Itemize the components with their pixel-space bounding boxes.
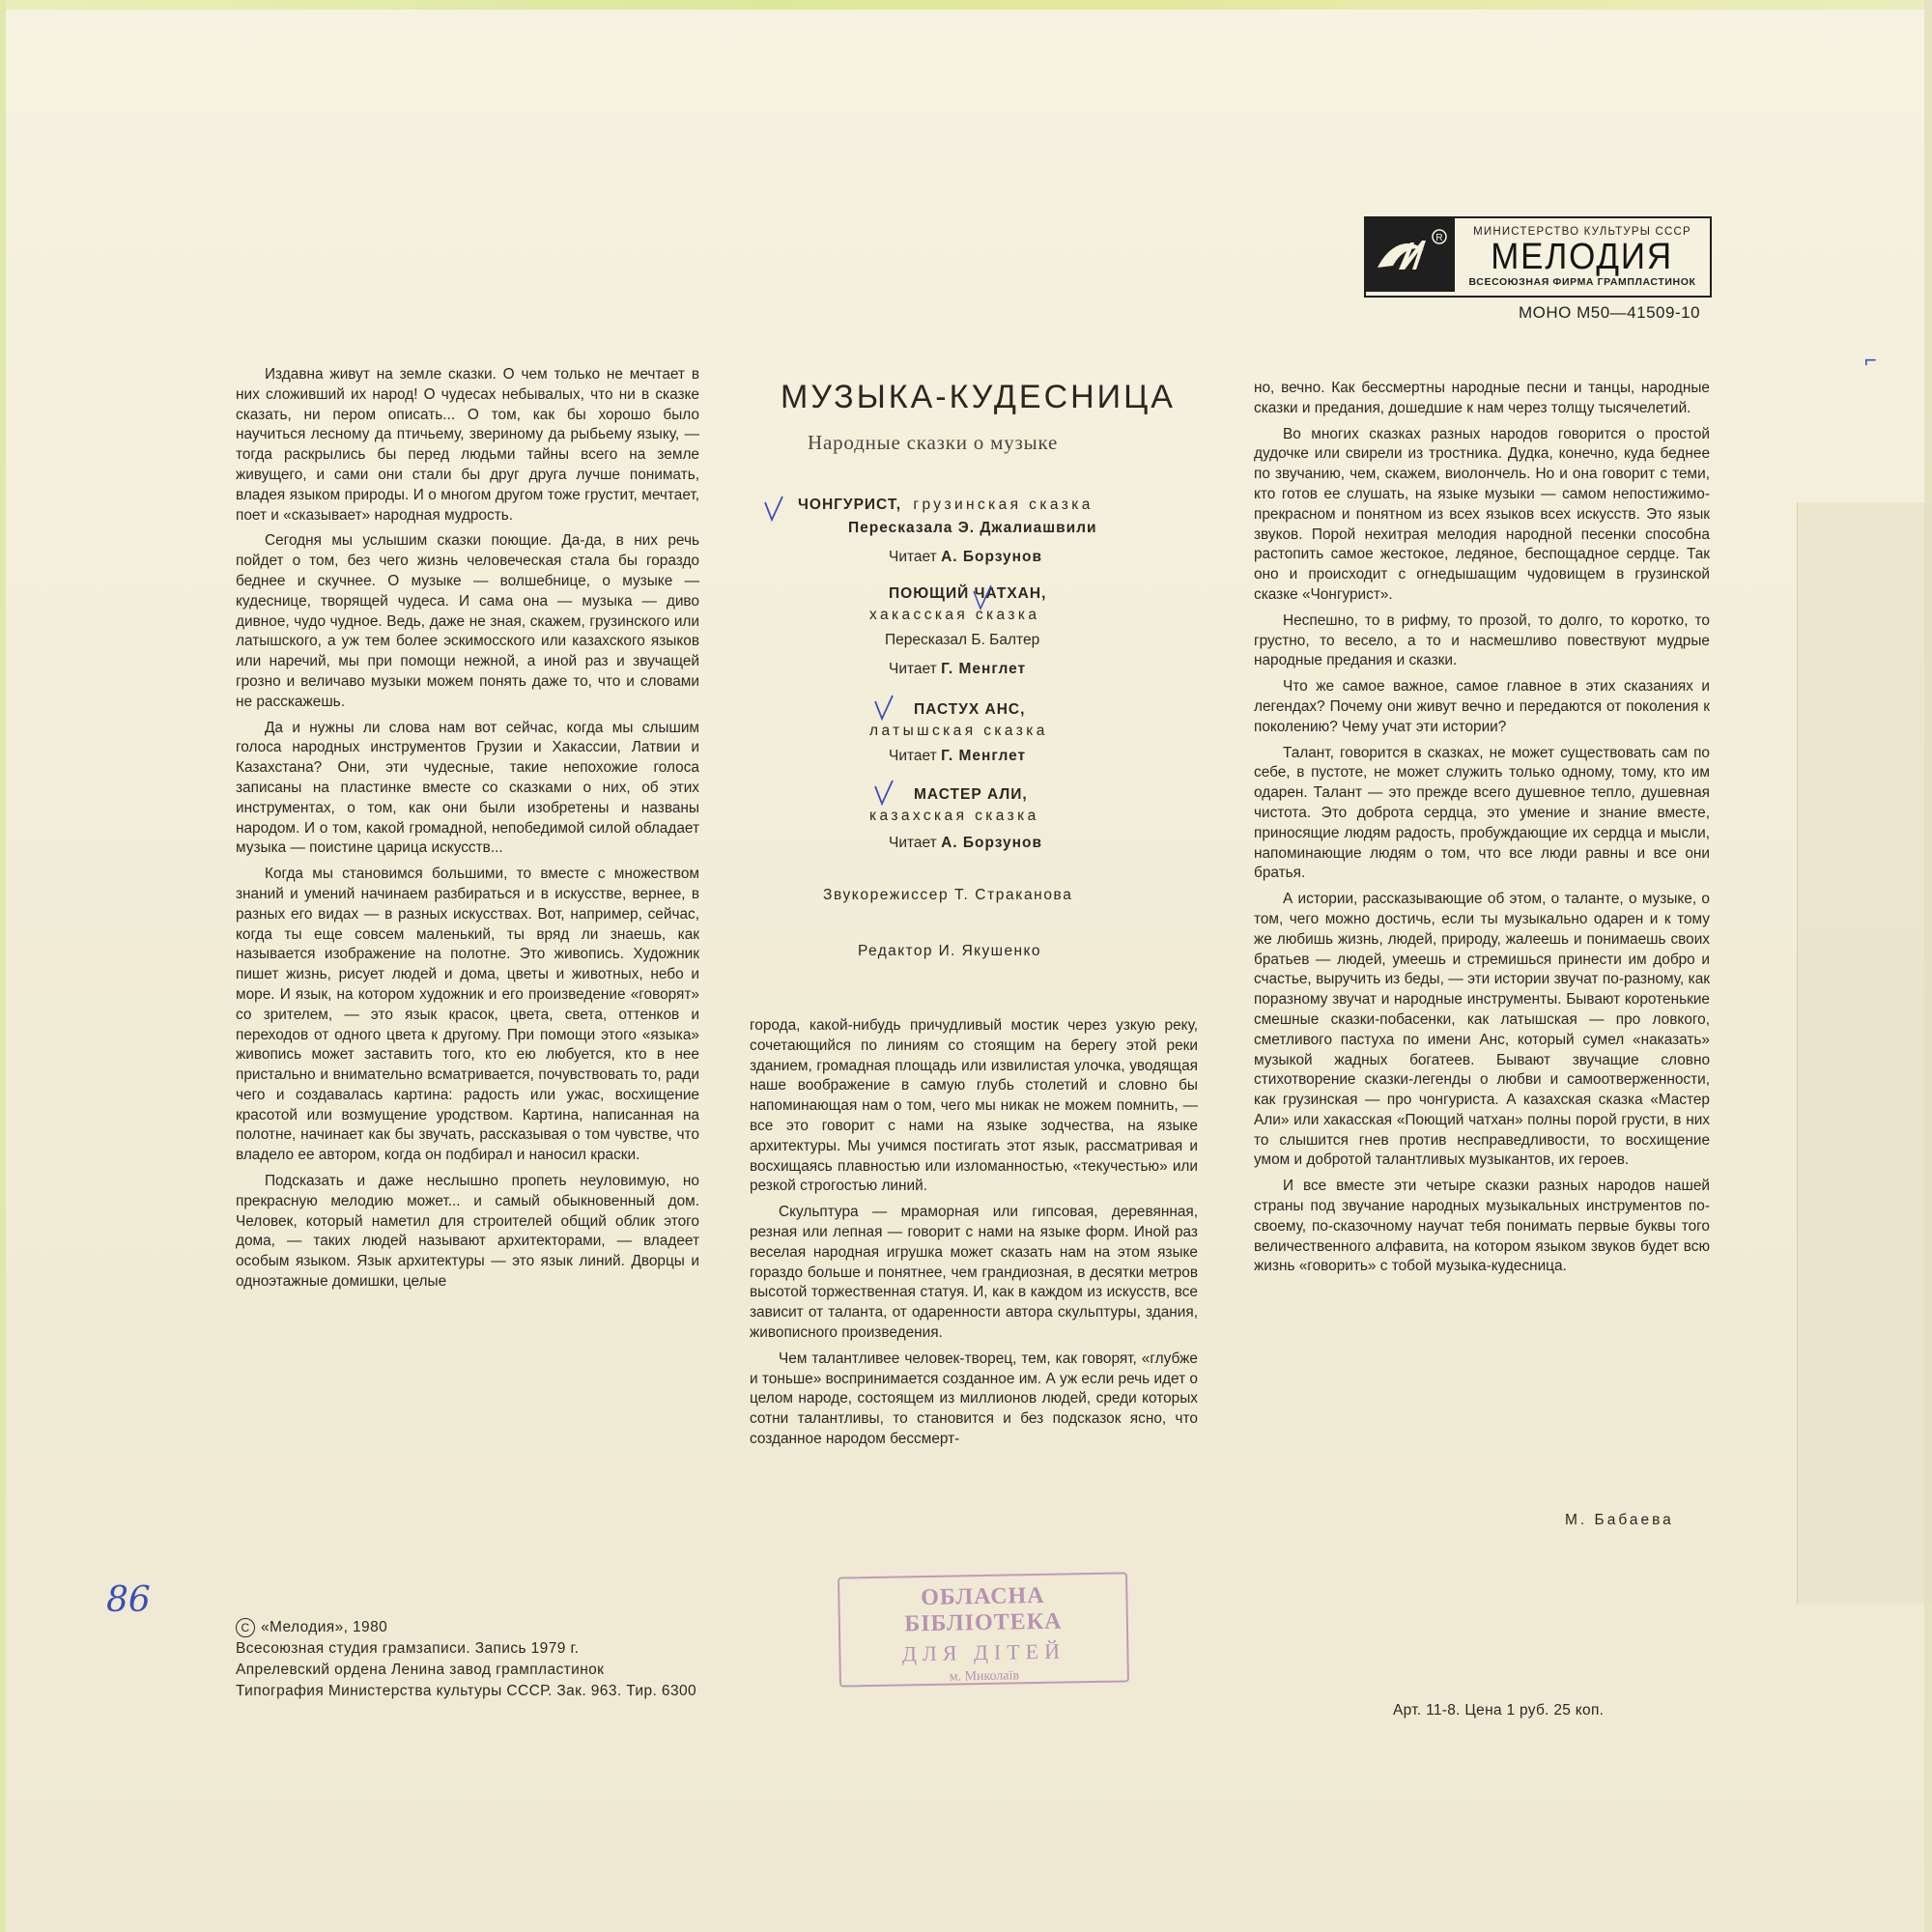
paragraph: Скульптура — мраморная или гипсовая, деревянная, резная или лепная — говорит с нами на языке форм. Иной раз веселая народная игрушка может сказать нам на этом языке гораздо больше и понятнее, чем грандиозная, в десятки метров высотой торжественная статуя. И, как в каждом из искусств, все зависит от таланта, от одаренности автора скульптуры, здания, живописного произведения. (750, 1204, 1198, 1341)
sound-engineer: Звукорежиссер Т. Стpаканова (823, 887, 1073, 903)
paragraph: А истории, рассказывающие об этом, о таланте, о музыке, о том, чего можно достичь, если ты музыкально одарен и к тому же любишь жизнь, людей, природу, жалеешь и понимаешь своих братьев — людей, умеешь и стремишься принести им добро и счастье, выручить из беды, — эти истории звучат по-разному, как поразному звучат и народные инструменты. Бывают коротенькие смешные сказки-побасенки, как латышская — про ловкого, сметливого пастуха по имени Анс, который сумел «наказать» музыкой жадных богатеев. Бывают звучащие словно стихотворение сказки-легенды о любви и самоотверженности, как грузинская — про чонгуриста. А казахская сказка «Мастер Али» или хакасская «Поющий чатхан» полны порой грусти, в них то слышится гнев против несправедливости, то восхищение умом и добротой талантливых музыкантов, их героев. (1254, 891, 1710, 1169)
album-subtitle: Народные сказки о музыке (808, 431, 1059, 454)
imprint-line: Всесоюзная студия грамзаписи. Запись 1979 г. (236, 1640, 580, 1657)
track-1-retold: Пересказала Э. Джалиашвили (848, 520, 1097, 536)
logo-brand: МЕЛОДИЯ (1491, 237, 1674, 277)
paragraph: Чем талантливее человек-творец, тем, как говорят, «глубже и тоньше» воспринимается созданное им. А уж если речь идет о целом народе, состоящем из миллионов людей, среди которых сотни талантливы, то становится и без подсказок ясно, что созданное народом бессмерт- (750, 1350, 1198, 1447)
checkmark-icon (972, 583, 993, 612)
logo-firm: ВСЕСОЮЗНАЯ ФИРМА ГРАМПЛАСТИНОК (1468, 276, 1696, 288)
paragraph: И все вместе эти четыре сказки разных народов нашей страны под звучание народных музыкальных инструментов по-своему, по-сказочному научат тебя понимать первые буквы того величественного алфавита, на котором языком звуков будет всю жизнь «говорить» с тобой музыка-кудесница. (1254, 1178, 1710, 1275)
imprint-footer (236, 1617, 696, 1702)
sleeve-left-edge (0, 0, 6, 1932)
paragraph: Издавна живут на земле сказки. О чем только не мечтает в них сложивший их народ! О чудесах небывалых, что ни в сказке сказать, ни пером описать... О том, как бы хорошо было научиться лесному да птичьему, звериному да рыбьему языку, — тогда раскрылись бы перед людьми тайны всего на земле живущего, и сами они стали бы друг друга лучше понимать, владея языком природы. И о многом другом тоже грустит, мечтает, поет и «сказывает» народная мудрость. (236, 366, 699, 524)
checkmark-icon (763, 495, 784, 524)
stamp-line: ОБЛАСНА БІБЛІОТЕКА (904, 1582, 1063, 1637)
paragraph: Сегодня мы услышим сказки поющие. Да-да, в них речь пойдет о том, без чего жизнь человеческая стала бы гораздо беднее и скучнее. О музыке — волшебнице, о музыке — кудеснице, творящей чудеса. И сама она — музыка — диво дивное, чудо чудное. Ведь, даже не зная, скажем, грузинского или латышского, а уж тем более эскимосского или казахского языков или наречий, мы при помощи нежной, а иной раз и звучащей грозно и величаво музыки можем понять даже то, что и словами не расскажешь. (236, 532, 699, 710)
paragraph: города, какой-нибудь причудливый мостик через узкую реку, сочетающийся по линиям со стоящим на берегу этой реки зданием, громадная площадь или извилистая улочка, уводящая наше воображение в самую глубь столетий и словно бы напоминающая нам о том, чего мы никак не можем помнить, — все это говорит с нами на языке зодчества, на языке архитектуры. Мы учимся постигать этот язык, рассматривая и восхищаясь плавностью или изломанностью, «текучестью» или резкой строгостью линий. (750, 1017, 1198, 1195)
editor: Редактор И. Якушенко (858, 943, 1041, 959)
logo-mark-graphic (1370, 221, 1451, 289)
paragraph: но, вечно. Как бессмертны народные песни и танцы, народные сказки и предания, дошедшие к нам через толщу тысячелетий. (1254, 380, 1710, 416)
paragraph: Что же самое важное, самое главное в этих сказаниях и легендах? Почему они живут вечно и передаются от поколения к поколению? Чему учат эти истории? (1254, 678, 1710, 735)
paragraph: Неспешно, то в рифму, то прозой, то долго, то коротко, то грустно, то весело, а то и насмешливо повествуют мудрые народные предания и сказки. (1254, 611, 1710, 669)
album-title: МУЗЫКА-КУДЕСНИЦА (781, 379, 1176, 415)
checkmark-icon (873, 694, 895, 723)
copyright-line: С «Мелодия», 1980 (236, 1617, 696, 1638)
text-column-right (1254, 379, 1710, 1283)
track-2-reader: Читает Г. Менглет (889, 661, 1027, 677)
text-column-middle (750, 1016, 1198, 1456)
paragraph: Да и нужны ли слова нам вот сейчас, когда мы слышим голоса народных инструментов Грузии и Хакассии, Латвии и Казахстана? Они, эти чудесные, такие непохожие голоса записаны на пластинке вместе со сказками о них, об этих инструментах, о том, как они были изобретены и названы народом. И о том, какой громадной, непобедимой силой обладает музыка — поистине царица искусств... (236, 719, 699, 857)
stamp-line: м. Миколаїв (949, 1668, 1020, 1685)
track-2-name: ПОЮЩИЙ ЧАТХАН, (889, 585, 1047, 602)
paragraph: Когда мы становимся большими, то вместе с множеством знаний и умений начинаем разбираться и в искусстве, вернее, в разных его видах — в разных искусствах. Вот, например, сейчас, когда ты еще совсем маленький, ты вряд ли знаешь, как называется изображение на полотне. Это живопись. Художник пишет жизнь, рисует людей и дома, цветы и животных, небо и море. И язык, на котором художник и его произведение «говорят» со зрителем, — это язык красок, цвета, света, оттенков и переходов от одного цвета к другому. При помощи этого «языка» живопись может заставить того, кто ею любуется, кто в нее пристально и внимательно всматривается, почувствовать то, ради чего и создавалась картина: радость или ужас, восхищение красотой или возмущение уродством. Картина, написанная на полотне, начинает как бы звучать, рассказывая о том чувстве, что владело ее автором, когда он подбирал и наносил краски. (236, 866, 699, 1164)
track-1-heading (798, 497, 1094, 514)
track-1-origin: грузинская сказка (913, 497, 1094, 513)
track-1-reader: Читает А. Борзунов (889, 549, 1043, 565)
track-2-origin: хакасская сказка (869, 607, 1040, 623)
text-column-left (236, 365, 699, 1298)
track-3-reader: Читает Г. Менглет (889, 748, 1027, 764)
sleeve-top-edge (0, 0, 1932, 10)
imprint-line: Апрелевский ордена Ленина завод грампластинок (236, 1662, 605, 1678)
track-3-name: ПАСТУХ АНС, (914, 701, 1026, 718)
author-signature: М. Бабаева (1565, 1512, 1674, 1528)
paragraph: Подсказать и даже неслышно пропеть неуловимую, но прекрасную мелодию может... и самый обыкновенный дом. Человек, который наметил для строителей общий облик этого дома, — таких людей называют архитекторами, — владеет особым языком. Язык архитектуры — это язык линий. Дворцы и одноэтажные домишки, целые (236, 1173, 699, 1291)
catalog-number: МОНО М50—41509-10 (1519, 303, 1701, 322)
melodiya-logo-icon (1366, 218, 1455, 292)
price: Арт. 11-8. Цена 1 руб. 25 коп. (1393, 1702, 1605, 1719)
library-stamp (838, 1572, 1129, 1687)
stamp-line: ДЛЯ ДІТЕЙ (901, 1638, 1066, 1666)
paragraph: Во многих сказках разных народов говорится о простой дудочке или свирели из тростника. Дудка, конечно, куда беднее по звучанию, чем, скажем, виолончель. Но и она говорит с теми, кто готов ее слушать, на языке музыки — самом непостижимо-прекрасном и понятном из всех языков всех искусств. Это язык звуков. Порой нехитрая мелодия народной песенки способна растопить самое жестокое, ледяное, беспощадное сердце. Так оно и происходит с огнедышащим чудовищем в грузинской сказке «Чонгурист». (1254, 425, 1710, 603)
pen-mark-icon: ⌐ (1864, 348, 1877, 372)
checkmark-icon (873, 779, 895, 808)
copyright-icon: С (236, 1618, 255, 1637)
worn-patch (1797, 502, 1932, 1604)
handwritten-number: 86 (106, 1580, 151, 1620)
track-4-reader: Читает А. Борзунов (889, 835, 1043, 851)
paragraph: Талант, говорится в сказках, не может существовать сам по себе, в пустоте, не может служить только одному, тому, кто им одарен. Талант — это прежде всего душевное тепло, душевная чистота. Это доброта сердца, это умение и знание вместе, приносящие людям радость, пробуждающие их сердца и мысли, напоминающие людям о том, что все люди равны и все они братья. (1254, 744, 1710, 882)
imprint-line: Типография Министерства культуры СССР. Зак. 963. Тир. 6300 (236, 1683, 697, 1699)
melodiya-logo (1364, 216, 1712, 298)
track-2-retold: Пересказал Б. Балтер (885, 632, 1040, 648)
registered-mark: R (1435, 233, 1443, 243)
track-3-origin: латышская сказка (869, 723, 1048, 739)
logo-ministry: МИНИСТЕРСТВО КУЛЬТУРЫ СССР (1473, 226, 1691, 238)
track-4-name: МАСТЕР АЛИ, (914, 786, 1028, 803)
track-1-name: ЧОНГУРИСТ, (798, 497, 902, 513)
track-4-origin: казахская сказка (869, 808, 1039, 824)
